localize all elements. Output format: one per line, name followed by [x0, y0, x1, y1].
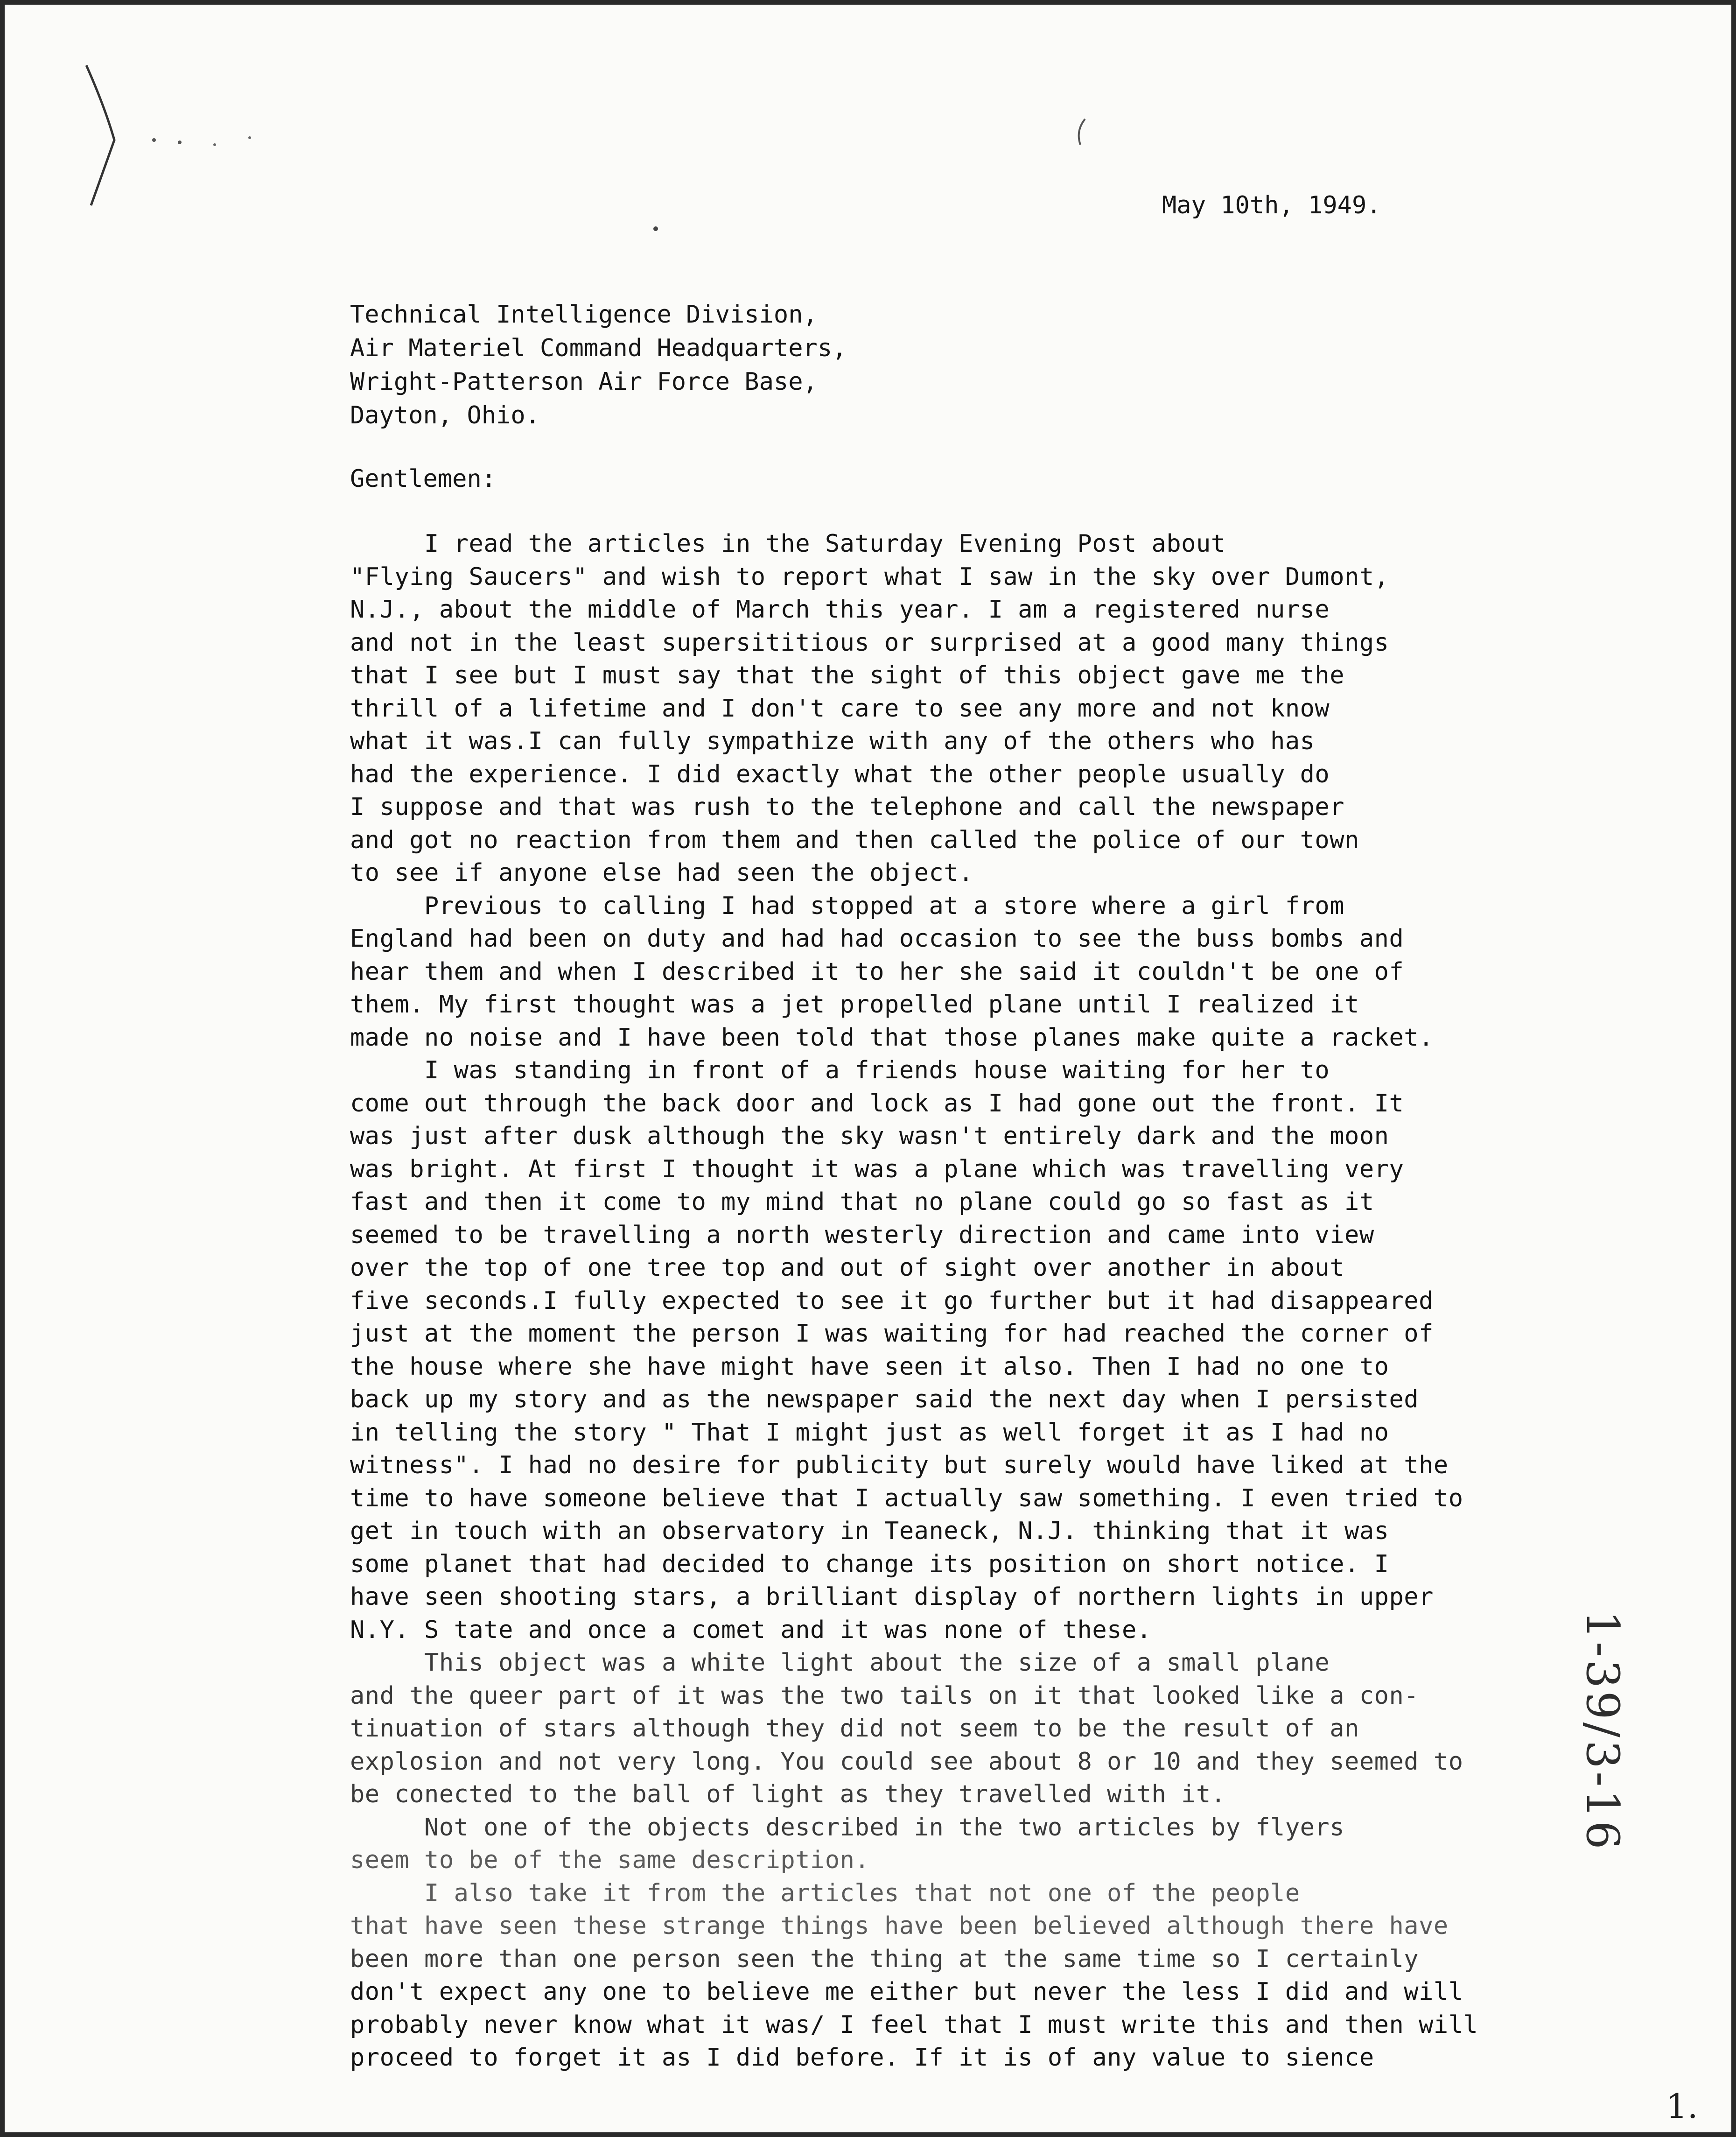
- body-line: the house where she have might have seen it also. Then I had no one to: [350, 1352, 1389, 1381]
- body-line: witness". I had no desire for publicity but surely would have liked at the: [350, 1451, 1449, 1479]
- body-line: and the queer part of it was the two tails on it that looked like a con-: [350, 1681, 1419, 1710]
- body-line: explosion and not very long. You could see about 8 or 10 and they seemed to: [350, 1747, 1463, 1776]
- body-line: what it was.I can fully sympathize with any of the others who has: [350, 727, 1315, 755]
- body-line: proceed to forget it as I did before. If it is of any value to sience: [350, 2044, 1374, 2072]
- body-line: been more than one person seen the thing at the same time so I certainly: [350, 1945, 1419, 1973]
- salutation: Gentlemen:: [350, 465, 497, 493]
- body-line: get in touch with an observatory in Teaneck, N.J. thinking that it was: [350, 1517, 1389, 1545]
- body-line: and not in the least supersititious or surprised at a good many things: [350, 628, 1389, 657]
- top-margin-marks: [5, 5, 1731, 285]
- body-line: had the experience. I did exactly what the other people usually do: [350, 760, 1330, 788]
- body-line: N.Y. S tate and once a comet and it was none of these.: [350, 1616, 1152, 1644]
- speck-mark: [178, 141, 182, 144]
- letter-body: [350, 527, 1478, 2074]
- letter-date: May 10th, 1949.: [1162, 191, 1381, 219]
- body-line: England had been on duty and had had occasion to see the buss bombs and: [350, 925, 1404, 953]
- body-line: Previous to calling I had stopped at a store where a girl from: [350, 892, 1345, 920]
- body-line: "Flying Saucers" and wish to report what I saw in the sky over Dumont,: [350, 562, 1389, 591]
- address-line: Air Materiel Command Headquarters,: [350, 334, 847, 362]
- body-line: was just after dusk although the sky wasn't entirely dark and the moon: [350, 1122, 1389, 1150]
- pen-stroke-mark: [86, 65, 114, 205]
- body-line: hear them and when I described it to her she said it couldn't be one of: [350, 957, 1404, 986]
- body-line: that have seen these strange things have been believed although there have: [350, 1912, 1449, 1940]
- body-line: was bright. At first I thought it was a plane which was travelling very: [350, 1155, 1404, 1183]
- body-line: fast and then it come to my mind that no plane could go so fast as it: [350, 1188, 1374, 1216]
- letter-page: [5, 5, 1731, 2132]
- body-line: tinuation of stars although they did not seem to be the result of an: [350, 1715, 1359, 1743]
- body-line: I also take it from the articles that not one of the people: [350, 1879, 1300, 1907]
- address-line: Wright-Patterson Air Force Base,: [350, 368, 818, 396]
- bracket-mark: [1079, 119, 1085, 145]
- body-line: be conected to the ball of light as they travelled with it.: [350, 1780, 1226, 1808]
- handwritten-margin-note: 1-39/3-16: [1576, 1610, 1629, 1852]
- body-line: that I see but I must say that the sight of this object gave me the: [350, 661, 1345, 689]
- body-line: don't expect any one to believe me either but never the less I did and will: [350, 1978, 1463, 2006]
- speck-mark: [653, 226, 658, 231]
- body-line: made no noise and I have been told that those planes make quite a racket.: [350, 1023, 1434, 1052]
- body-line: just at the moment the person I was waiting for had reached the corner of: [350, 1320, 1434, 1348]
- body-line: N.J., about the middle of March this year. I am a registered nurse: [350, 596, 1330, 624]
- speck-mark: [213, 143, 216, 146]
- speck-mark: [248, 136, 251, 139]
- body-line: I was standing in front of a friends house waiting for her to: [350, 1056, 1330, 1084]
- body-line: time to have someone believe that I actually saw something. I even tried to: [350, 1484, 1463, 1512]
- body-line: to see if anyone else had seen the object.: [350, 859, 973, 887]
- body-line: probably never know what it was/ I feel that I must write this and then will: [350, 2010, 1478, 2039]
- body-line: I suppose and that was rush to the telephone and call the newspaper: [350, 793, 1345, 821]
- body-line: them. My first thought was a jet propelled plane until I realized it: [350, 991, 1359, 1019]
- body-line: This object was a white light about the size of a small plane: [350, 1649, 1330, 1677]
- body-line: Not one of the objects described in the two articles by flyers: [350, 1813, 1345, 1842]
- address-line: Dayton, Ohio.: [350, 401, 540, 429]
- body-line: in telling the story " That I might just as well forget it as I had no: [350, 1418, 1389, 1447]
- recipient-address: [350, 298, 847, 432]
- body-line: I read the articles in the Saturday Evening Post about: [350, 530, 1226, 558]
- speck-mark: [152, 138, 156, 142]
- page-number: 1.: [1666, 2087, 1698, 2126]
- body-line: seemed to be travelling a north westerly direction and came into view: [350, 1221, 1374, 1249]
- body-line: back up my story and as the newspaper said the next day when I persisted: [350, 1385, 1419, 1413]
- body-line: have seen shooting stars, a brilliant display of northern lights in upper: [350, 1583, 1434, 1611]
- body-line: thrill of a lifetime and I don't care to see any more and not know: [350, 694, 1330, 723]
- body-line: five seconds.I fully expected to see it go further but it had disappeared: [350, 1286, 1434, 1315]
- body-line: some planet that had decided to change its position on short notice. I: [350, 1550, 1389, 1578]
- body-line: seem to be of the same description.: [350, 1846, 870, 1874]
- address-line: Technical Intelligence Division,: [350, 301, 818, 329]
- body-line: come out through the back door and lock as I had gone out the front. It: [350, 1089, 1404, 1118]
- body-line: over the top of one tree top and out of sight over another in about: [350, 1254, 1345, 1282]
- body-line: and got no reaction from them and then called the police of our town: [350, 826, 1359, 854]
